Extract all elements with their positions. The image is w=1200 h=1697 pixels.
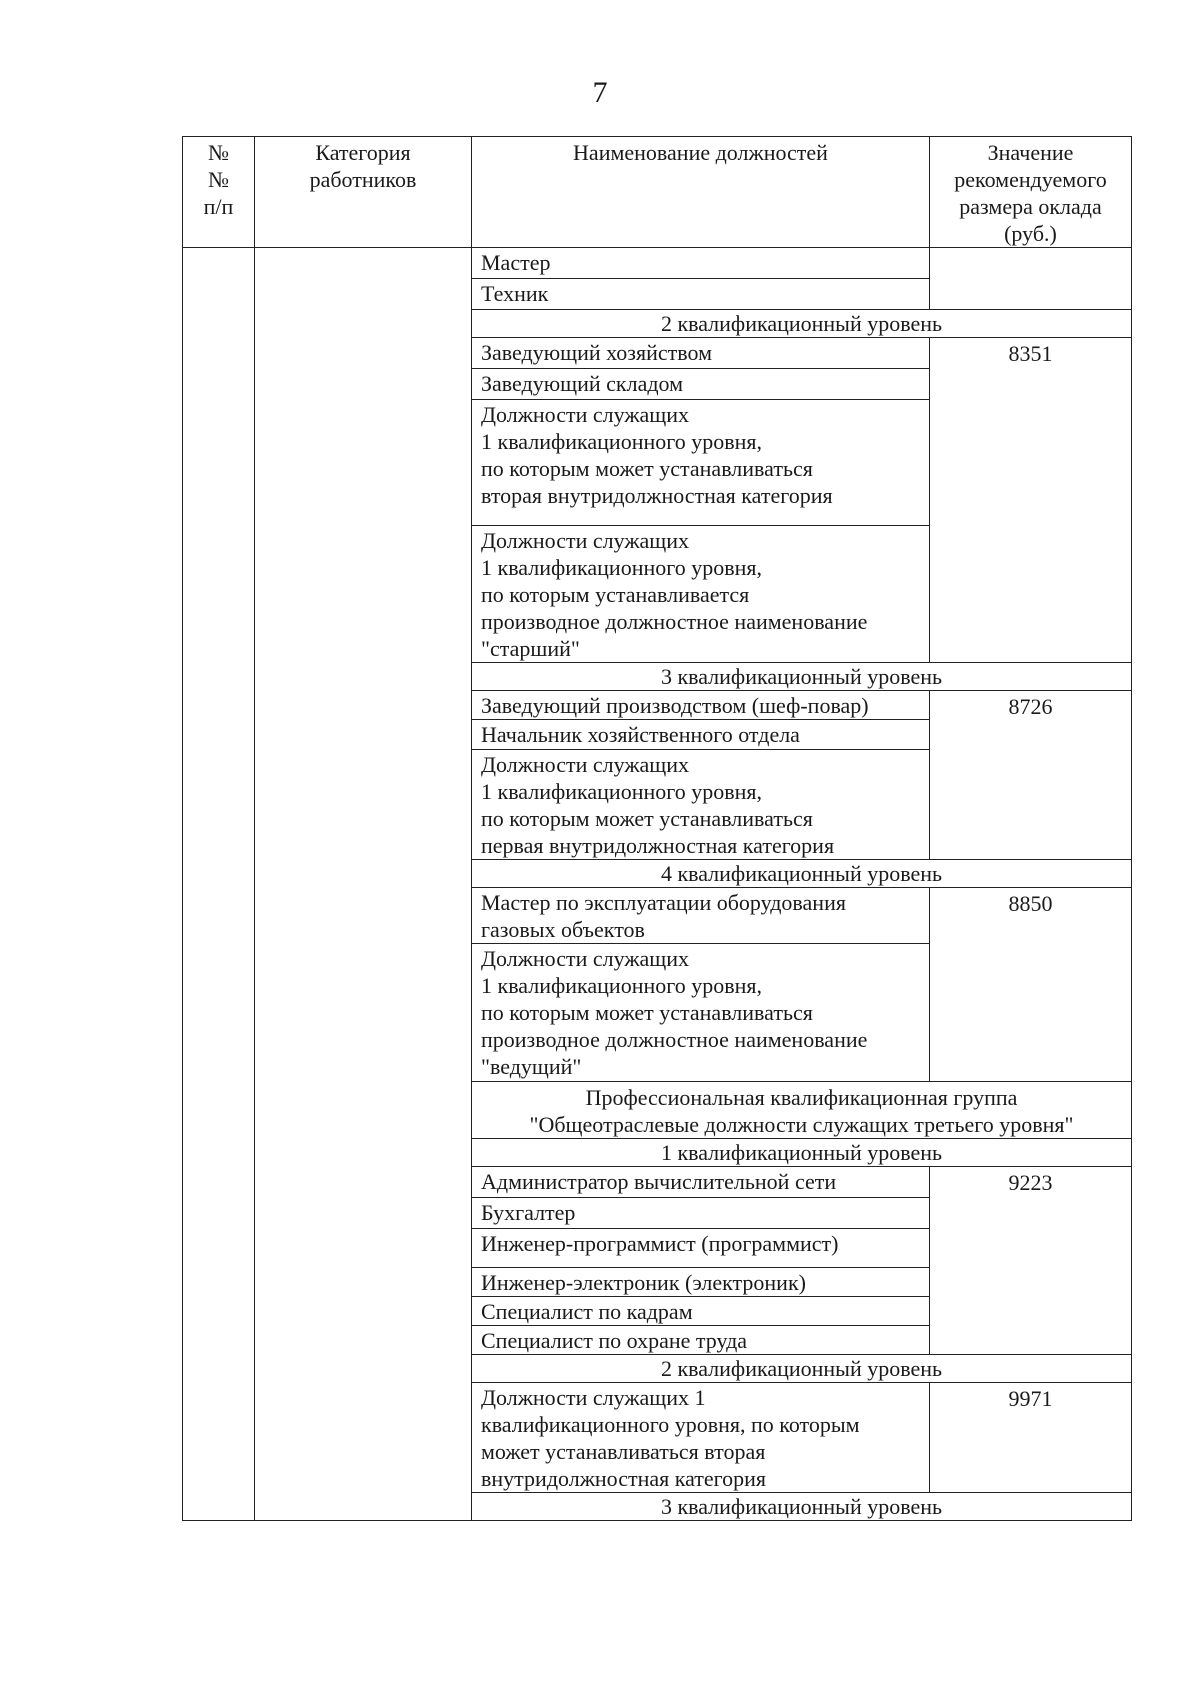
- header-salary: [930, 137, 1132, 248]
- position-name: Инженер-программист (программист): [472, 1229, 930, 1268]
- position-name-line: Должности служащих 1: [481, 1385, 706, 1410]
- salary-value: 8351: [930, 338, 1132, 663]
- table-header-row: [183, 137, 1132, 248]
- position-name: [472, 1383, 930, 1493]
- category-column-body: [255, 248, 472, 1521]
- position-name: [472, 888, 930, 944]
- position-name-line: "старший": [481, 636, 580, 661]
- position-name-line: Должности служащих: [481, 946, 690, 971]
- salary-value: 9971: [930, 1383, 1132, 1493]
- position-name-line: "ведущий": [481, 1054, 582, 1079]
- position-name: [472, 944, 930, 1082]
- position-name: [472, 750, 930, 860]
- header-number-line: п/п: [203, 194, 234, 219]
- professional-group-line: Профессиональная квалификационная группа: [585, 1085, 1018, 1110]
- position-name-line: по которым может устанавливаться: [481, 806, 813, 831]
- header-category-line: Категория: [315, 140, 411, 165]
- position-name: Начальник хозяйственного отдела: [472, 720, 930, 750]
- salary-value: 9223: [930, 1167, 1132, 1355]
- position-name: Техник: [472, 279, 930, 310]
- salary-value: 8726: [930, 691, 1132, 860]
- position-name: Заведующий хозяйством: [472, 338, 930, 369]
- salary-table: [182, 136, 1132, 1521]
- table-row: [183, 248, 1132, 279]
- position-name: Заведующий складом: [472, 369, 930, 400]
- position-name-line: газовых объектов: [481, 917, 645, 942]
- position-name: Специалист по кадрам: [472, 1297, 930, 1326]
- header-category-line: работников: [309, 167, 417, 192]
- position-name-line: вторая внутридолжностная категория: [481, 483, 833, 508]
- position-name-line: производное должностное наименование: [481, 609, 868, 634]
- position-name: Бухгалтер: [472, 1198, 930, 1229]
- salary-value-empty: [930, 248, 1132, 310]
- position-name-line: 1 квалификационного уровня,: [481, 429, 762, 454]
- position-name: [472, 400, 930, 526]
- header-category: [255, 137, 472, 248]
- position-name-line: 1 квалификационного уровня,: [481, 973, 762, 998]
- qualification-level: 2 квалификационный уровень: [472, 1355, 1132, 1383]
- position-name: Администратор вычислительной сети: [472, 1167, 930, 1198]
- header-number: [183, 137, 255, 248]
- header-salary-line: размера оклада: [959, 194, 1102, 219]
- position-name-line: первая внутридолжностная категория: [481, 833, 835, 858]
- position-name-line: 1 квалификационного уровня,: [481, 779, 762, 804]
- position-name-line: Должности служащих: [481, 402, 690, 427]
- qualification-level: 4 квалификационный уровень: [472, 860, 1132, 888]
- position-name-line: может устанавливаться вторая: [481, 1439, 766, 1464]
- position-name-line: 1 квалификационного уровня,: [481, 555, 762, 580]
- position-name: Мастер: [472, 248, 930, 279]
- header-number-line: №: [208, 167, 229, 192]
- qualification-level: 3 квалификационный уровень: [472, 1493, 1132, 1521]
- header-positions: Наименование должностей: [472, 137, 930, 248]
- position-name: Специалист по охране труда: [472, 1326, 930, 1355]
- position-name-line: по которым может устанавливаться: [481, 1000, 813, 1025]
- page-number: 7: [592, 76, 608, 109]
- professional-group-line: "Общеотраслевые должности служащих третьего уровня": [529, 1112, 1074, 1137]
- position-name: Инженер-электроник (электроник): [472, 1268, 930, 1297]
- position-name: [472, 526, 930, 663]
- position-name-line: Мастер по эксплуатации оборудования: [481, 890, 846, 915]
- position-name-line: по которым может устанавливаться: [481, 456, 813, 481]
- position-name-line: по которым устанавливается: [481, 582, 750, 607]
- position-name: Заведующий производством (шеф-повар): [472, 691, 930, 720]
- header-salary-line: Значение: [987, 140, 1074, 165]
- position-name-line: Должности служащих: [481, 528, 690, 553]
- position-name-line: Должности служащих: [481, 752, 690, 777]
- qualification-level: 2 квалификационный уровень: [472, 310, 1132, 338]
- position-name-line: внутридолжностная категория: [481, 1466, 767, 1491]
- position-name-line: производное должностное наименование: [481, 1027, 868, 1052]
- position-name-line: квалификационного уровня, по которым: [481, 1412, 860, 1437]
- header-salary-line: (руб.): [1004, 221, 1057, 246]
- header-salary-line: рекомендуемого: [954, 167, 1107, 192]
- number-column-body: [183, 248, 255, 1521]
- salary-value: 8850: [930, 888, 1132, 1082]
- professional-group: [472, 1082, 1132, 1139]
- qualification-level: 3 квалификационный уровень: [472, 663, 1132, 691]
- header-number-line: №: [208, 140, 229, 165]
- qualification-level: 1 квалификационный уровень: [472, 1139, 1132, 1167]
